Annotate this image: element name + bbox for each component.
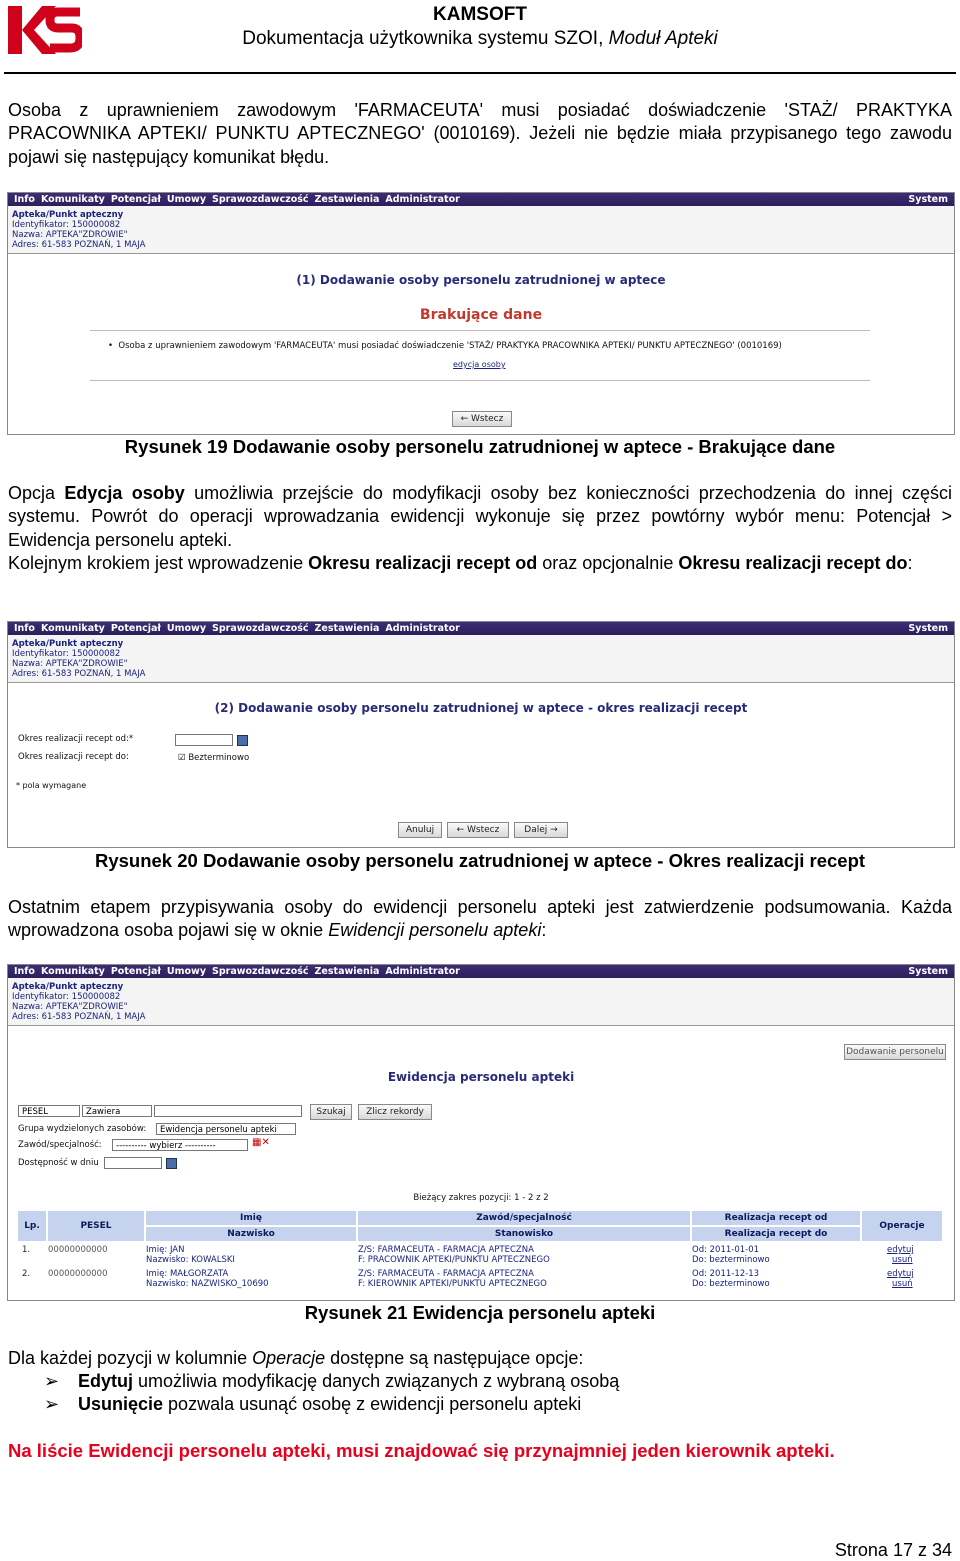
cancel-button[interactable]: Anuluj [398, 822, 442, 838]
menu-info[interactable]: Info [14, 194, 35, 205]
col-operacje: Operacje [862, 1211, 942, 1241]
document-title: Dokumentacja użytkownika systemu SZOI, Moduł Apteki [242, 28, 718, 49]
indefinite-checkbox[interactable]: ☑ Bezterminowo [178, 753, 250, 763]
menu-potencjal[interactable]: Potencjał [110, 194, 161, 205]
menu-umowy[interactable]: Umowy [166, 194, 207, 205]
col-od: Realizacja recept od [692, 1211, 860, 1225]
menu-komunikaty[interactable]: Komunikaty [40, 194, 105, 205]
pharmacy-info: Apteka/Punkt apteczny Identyfikator: 150000082 Nazwa: APTEKA"ZDROWIE" Adres: 61-583 POZNAŃ, 1 MAJA [8, 206, 954, 254]
delete-link[interactable]: usuń [892, 1279, 913, 1289]
next-button[interactable]: Dalej → [514, 822, 568, 838]
col-stanowisko: Stanowisko [358, 1227, 690, 1241]
menu-system[interactable]: System [908, 194, 948, 205]
group-label: Grupa wydzielonych zasobów: [18, 1124, 147, 1134]
registry-title: Ewidencja personelu apteki [387, 1070, 575, 1084]
edit-link[interactable]: edytuj [887, 1269, 914, 1279]
paragraph-next-step: Kolejnym krokiem jest wprowadzenie Okresu realizacji recept od oraz opcjonalnie Okresu realizacji recept do: [8, 553, 913, 573]
group-select[interactable]: Ewidencja personelu apteki [156, 1123, 296, 1135]
col-do: Realizacja recept do [692, 1227, 860, 1241]
caption-figure-19: Rysunek 19 Dodawanie osoby personelu zatrudnionej w aptece - Brakujące dane [124, 436, 836, 457]
menu-administrator[interactable]: Administrator [385, 194, 460, 205]
paragraph-final-step: Ostatnim etapem przypisywania osoby do ewidencji personelu apteki jest zatwierdzenie podsumowania. Każda wprowadzona osoba pojawi się w oknie Ewidencji personelu apteki: [8, 897, 952, 941]
pharmacy-info: Apteka/Punkt apteczny Identyfikator: 150000082 Nazwa: APTEKA"ZDROWIE" Adres: 61-583 POZNAŃ, 1 MAJA [8, 978, 954, 1026]
page-header [0, 0, 960, 76]
label-period-to: Okres realizacji recept do: [18, 752, 129, 762]
edit-person-link[interactable]: edycja osoby [453, 360, 506, 369]
range-info: Bieżący zakres pozycji: 1 - 2 z 2 [413, 1193, 549, 1203]
menu-sprawozdawczosc[interactable]: Sprawozdawczość [212, 194, 309, 205]
availability-date-input[interactable] [104, 1157, 162, 1169]
delete-link[interactable]: usuń [892, 1255, 913, 1265]
calendar-icon[interactable] [166, 1158, 177, 1169]
caption-figure-21: Rysunek 21 Ewidencja personelu apteki [304, 1302, 656, 1323]
operations-list [44, 1370, 619, 1417]
profession-select[interactable]: ---------- wybierz ---------- [112, 1139, 248, 1151]
back-button[interactable]: ← Wstecz [452, 411, 512, 427]
menu-administrator[interactable]: Administrator [385, 966, 460, 977]
menu-zestawienia[interactable]: Zestawienia [314, 966, 380, 977]
profession-label: Zawód/specjalność: [18, 1140, 102, 1150]
menu-system[interactable]: System [908, 966, 948, 977]
count-records-button[interactable]: Zlicz rekordy [358, 1104, 432, 1120]
warning-text: Na liście Ewidencji personelu apteki, musi znajdować się przynajmniej jeden kierownik apteki. [8, 1440, 835, 1461]
menu-zestawienia[interactable]: Zestawienia [314, 194, 380, 205]
filter-field-select[interactable]: PESEL [18, 1105, 80, 1117]
menu-system[interactable]: System [908, 623, 948, 634]
paragraph-intro: Osoba z uprawnieniem zawodowym 'FARMACEUTA' musi posiadać doświadczenie 'STAŻ/ PRAKTYKA PRACOWNIKA APTEKI/ PUNKTU APTECZNEGO' (0010169). Jeżeli nie będzie miała przypisanego tego zawodu pojawi się następujący komunikat błędu. [8, 100, 952, 167]
menu-sprawozdawczosc[interactable]: Sprawozdawczość [212, 966, 309, 977]
required-note: * pola wymagane [16, 781, 87, 790]
list-item: ➢ Edytuj umożliwia modyfikację danych związanych z wybraną osobą [44, 1370, 619, 1393]
menu-umowy[interactable]: Umowy [166, 966, 207, 977]
availability-label: Dostępność w dniu [18, 1158, 99, 1168]
menu-potencjal[interactable]: Potencjał [110, 966, 161, 977]
col-lp: Lp. [18, 1211, 46, 1241]
back-button[interactable]: ← Wstecz [447, 822, 509, 838]
menu-info[interactable]: Info [14, 966, 35, 977]
page-number: Strona 17 z 34 [834, 1540, 952, 1560]
header-divider [4, 72, 956, 74]
arrow-bullet-icon: ➢ [44, 1394, 60, 1415]
app-menubar [8, 193, 954, 206]
search-button[interactable]: Szukaj [310, 1104, 352, 1120]
paragraph-operations: Dla każdej pozycji w kolumnie Operacje dostępne są następujące opcje: [8, 1348, 584, 1368]
col-nazwisko: Nazwisko [146, 1227, 356, 1241]
step2-title: (2) Dodawanie osoby personelu zatrudnionej w aptece - okres realizacji recept [214, 701, 748, 715]
menu-komunikaty[interactable]: Komunikaty [40, 966, 105, 977]
menu-administrator[interactable]: Administrator [385, 623, 460, 634]
menu-komunikaty[interactable]: Komunikaty [40, 623, 105, 634]
menu-zestawienia[interactable]: Zestawienia [314, 623, 380, 634]
app-menubar [8, 622, 954, 635]
calendar-icon[interactable] [237, 735, 248, 746]
pharmacy-info: Apteka/Punkt apteczny Identyfikator: 150000082 Nazwa: APTEKA"ZDROWIE" Adres: 61-583 POZNAŃ, 1 MAJA [8, 635, 954, 683]
missing-data-heading: Brakujące dane [419, 307, 543, 323]
screenshot-prescription-period [7, 621, 955, 848]
arrow-bullet-icon: ➢ [44, 1371, 60, 1391]
step1-title: (1) Dodawanie osoby personelu zatrudnionej w aptece [296, 273, 666, 287]
menu-potencjal[interactable]: Potencjał [110, 623, 161, 634]
label-period-from: Okres realizacji recept od:* [18, 734, 134, 744]
col-pesel: PESEL [48, 1211, 144, 1241]
error-message: • Osoba z uprawnieniem zawodowym 'FARMACEUTA' musi posiadać doświadczenie 'STAŻ/ PRAKTYKA PRACOWNIKA APTEKI/ PUNKTU APTECZNEGO' (0010169) [108, 341, 782, 351]
paragraph-edit-option: Opcja Edycja osoby umożliwia przejście do modyfikacji osoby bez konieczności przechodzenia do innej części systemu. Powrót do operacji wprowadzania ewidencji wykonuje się przez powtórny wybór menu: Potencjał > Ewidencja personelu apteki. [8, 483, 952, 550]
company-name: KAMSOFT [433, 4, 527, 25]
search-input[interactable] [154, 1105, 302, 1117]
clear-icon[interactable]: ▦✕ [252, 1137, 270, 1148]
menu-umowy[interactable]: Umowy [166, 623, 207, 634]
col-imie: Imię [146, 1211, 356, 1225]
screenshot-missing-data [7, 192, 955, 435]
app-menubar [8, 965, 954, 978]
col-zawod: Zawód/specjalność [358, 1211, 690, 1225]
period-from-input[interactable] [175, 734, 233, 746]
filter-operator-select[interactable]: Zawiera [82, 1105, 152, 1117]
add-staff-button[interactable]: Dodawanie personelu [844, 1044, 946, 1060]
menu-info[interactable]: Info [14, 623, 35, 634]
menu-sprawozdawczosc[interactable]: Sprawozdawczość [212, 623, 309, 634]
screenshot-staff-registry: Info Komunikaty Potencjał Umowy Sprawozdawczość Zestawienia Administrator System Apteka/Punkt apteczny Identyfikator: 150000082 Nazwa: APTEKA"ZDROWIE" Adres: 61-583 POZNAŃ, 1 MAJA Dodawanie personelu Ewidencja personelu apteki PESEL Zawiera Szukaj Zlicz rekordy Grupa wydzielonych zasobów: Ewidencja personelu apteki Zawód/specjalność: ---------- wybierz ---------- ▦✕ Dostępność w dniu Bieżący zakres pozycji: 1 - 2 z 2 Lp. PESEL Imię Nazwisko Zawód/specjalność Stanowisko Realizacja recept od Realizacja recept do Operacje 1. 00000000000 Imię: JAN Nazwisko: KOWALSKI Z/S: FARMACEUTA - FARMACJA APTECZNA F: PRACOWNIK APTEKI/PUNKTU APTECZNEGO Od: 2011-01-01 Do: bezterminowo edytuj usuń 2. 00000000000 Imię: MAŁGORZATA Nazwisko: NAZWISKO_10690 Z/S: FARMACEUTA - FARMACJA APTECZNA F: KIEROWNIK APTEKI/PUNKTU APTECZNEGO Od: 2011-12-13 Do: bezterminowo edytuj usuń [7, 964, 955, 1301]
edit-link[interactable]: edytuj [887, 1245, 914, 1255]
list-item: ➢ Usunięcie pozwala usunąć osobę z ewidencji personelu apteki [44, 1393, 619, 1416]
caption-figure-20: Rysunek 20 Dodawanie osoby personelu zatrudnionej w aptece - Okres realizacji recept [94, 850, 866, 871]
